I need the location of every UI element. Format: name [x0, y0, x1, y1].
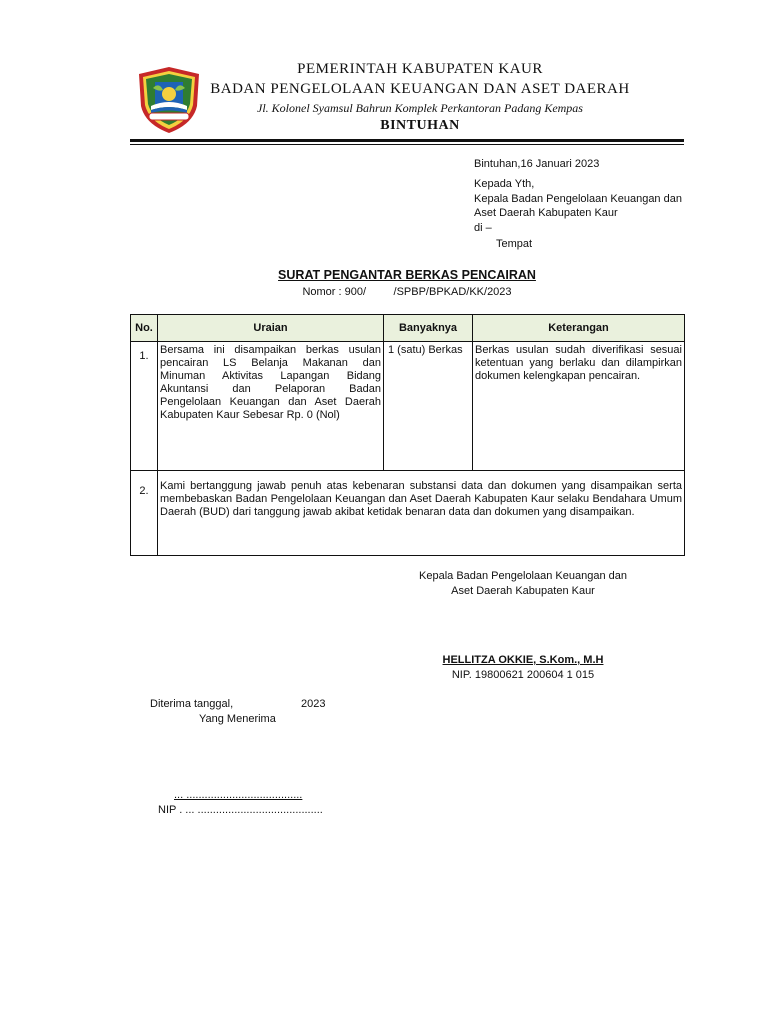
recipient-greeting: Kepada Yth,: [474, 178, 535, 190]
receipt-nip-line: NIP . ... .........................................: [158, 804, 323, 816]
header-keterangan: Keterangan: [473, 315, 685, 342]
letterhead-divider: [130, 139, 684, 142]
letter-date: Bintuhan,16 Januari 2023: [474, 158, 600, 170]
row-banyaknya: 1 (satu) Berkas: [384, 342, 473, 471]
receipt-name-line: ... ......................................: [174, 789, 303, 801]
letterhead-city: BINTUHAN: [380, 118, 460, 133]
letterhead-agency: BADAN PENGELOLAAN KEUANGAN DAN ASET DAERAH: [210, 81, 630, 97]
table-row: [131, 342, 685, 471]
row-number: 2.: [131, 471, 158, 556]
signature-name: HELLITZA OKKIE, S.Kom., M.H: [442, 654, 604, 666]
recipient-name-line1: Kepala Badan Pengelolaan Keuangan dan: [474, 193, 682, 205]
letter-title: SURAT PENGANTAR BERKAS PENCAIRAN: [278, 268, 536, 282]
recipient-di: di –: [474, 222, 492, 234]
receipt-date-label: Diterima tanggal,: [150, 698, 234, 710]
letterhead-divider-thin: [130, 144, 684, 145]
recipient-name-line2: Aset Daerah Kabupaten Kaur: [474, 207, 618, 219]
letterhead-address: Jl. Kolonel Syamsul Bahrun Komplek Perkantoran Padang Kempas: [257, 101, 583, 115]
letterhead-government: PEMERINTAH KABUPATEN KAUR: [297, 61, 543, 77]
letter-number: Nomor : 900/ /SPBP/BPKAD/KK/2023: [302, 286, 512, 298]
header-banyaknya: Banyaknya: [384, 315, 473, 342]
row-statement: Kami bertanggung jawab penuh atas kebenaran substansi data dan dokumen yang disampaikan serta membebaskan Badan Pengelolaan Keuangan dan Aset Daerah Kabupaten Kaur selaku Bendahara Umum Daerah (BUD) dari tanggung jawab akibat ketidak benaran data dan dokumen yang disampaikan.: [158, 471, 685, 556]
table-header-row: [131, 315, 685, 342]
row-uraian: Bersama ini disampaikan berkas usulan pencairan LS Belanja Makanan dan Minuman Aktivitas Lapangan Bidang Akuntansi dan Pelaporan Badan Pengelolaan Keuangan dan Aset Daerah Kabupaten Kaur Sebesar Rp. 0 (Nol): [158, 342, 384, 471]
header-no: No.: [131, 315, 158, 342]
header-uraian: Uraian: [158, 315, 384, 342]
signature-title-line2: Aset Daerah Kabupaten Kaur: [451, 585, 595, 597]
row-keterangan: Berkas usulan sudah diverifikasi sesuai ketentuan yang berlaku dan dilampirkan dokumen kelengkapan pencairan.: [473, 342, 685, 471]
document-table: [130, 314, 685, 556]
table-row: [131, 471, 685, 556]
receipt-year: 2023: [301, 698, 326, 710]
signature-nip: NIP. 19800621 200604 1 015: [451, 669, 595, 681]
row-number: 1.: [131, 342, 158, 471]
receipt-receiver: Yang Menerima: [199, 713, 276, 725]
signature-title-line1: Kepala Badan Pengelolaan Keuangan dan: [419, 570, 627, 582]
recipient-place: Tempat: [496, 238, 533, 250]
kabupaten-kaur-crest-icon: [133, 64, 205, 136]
